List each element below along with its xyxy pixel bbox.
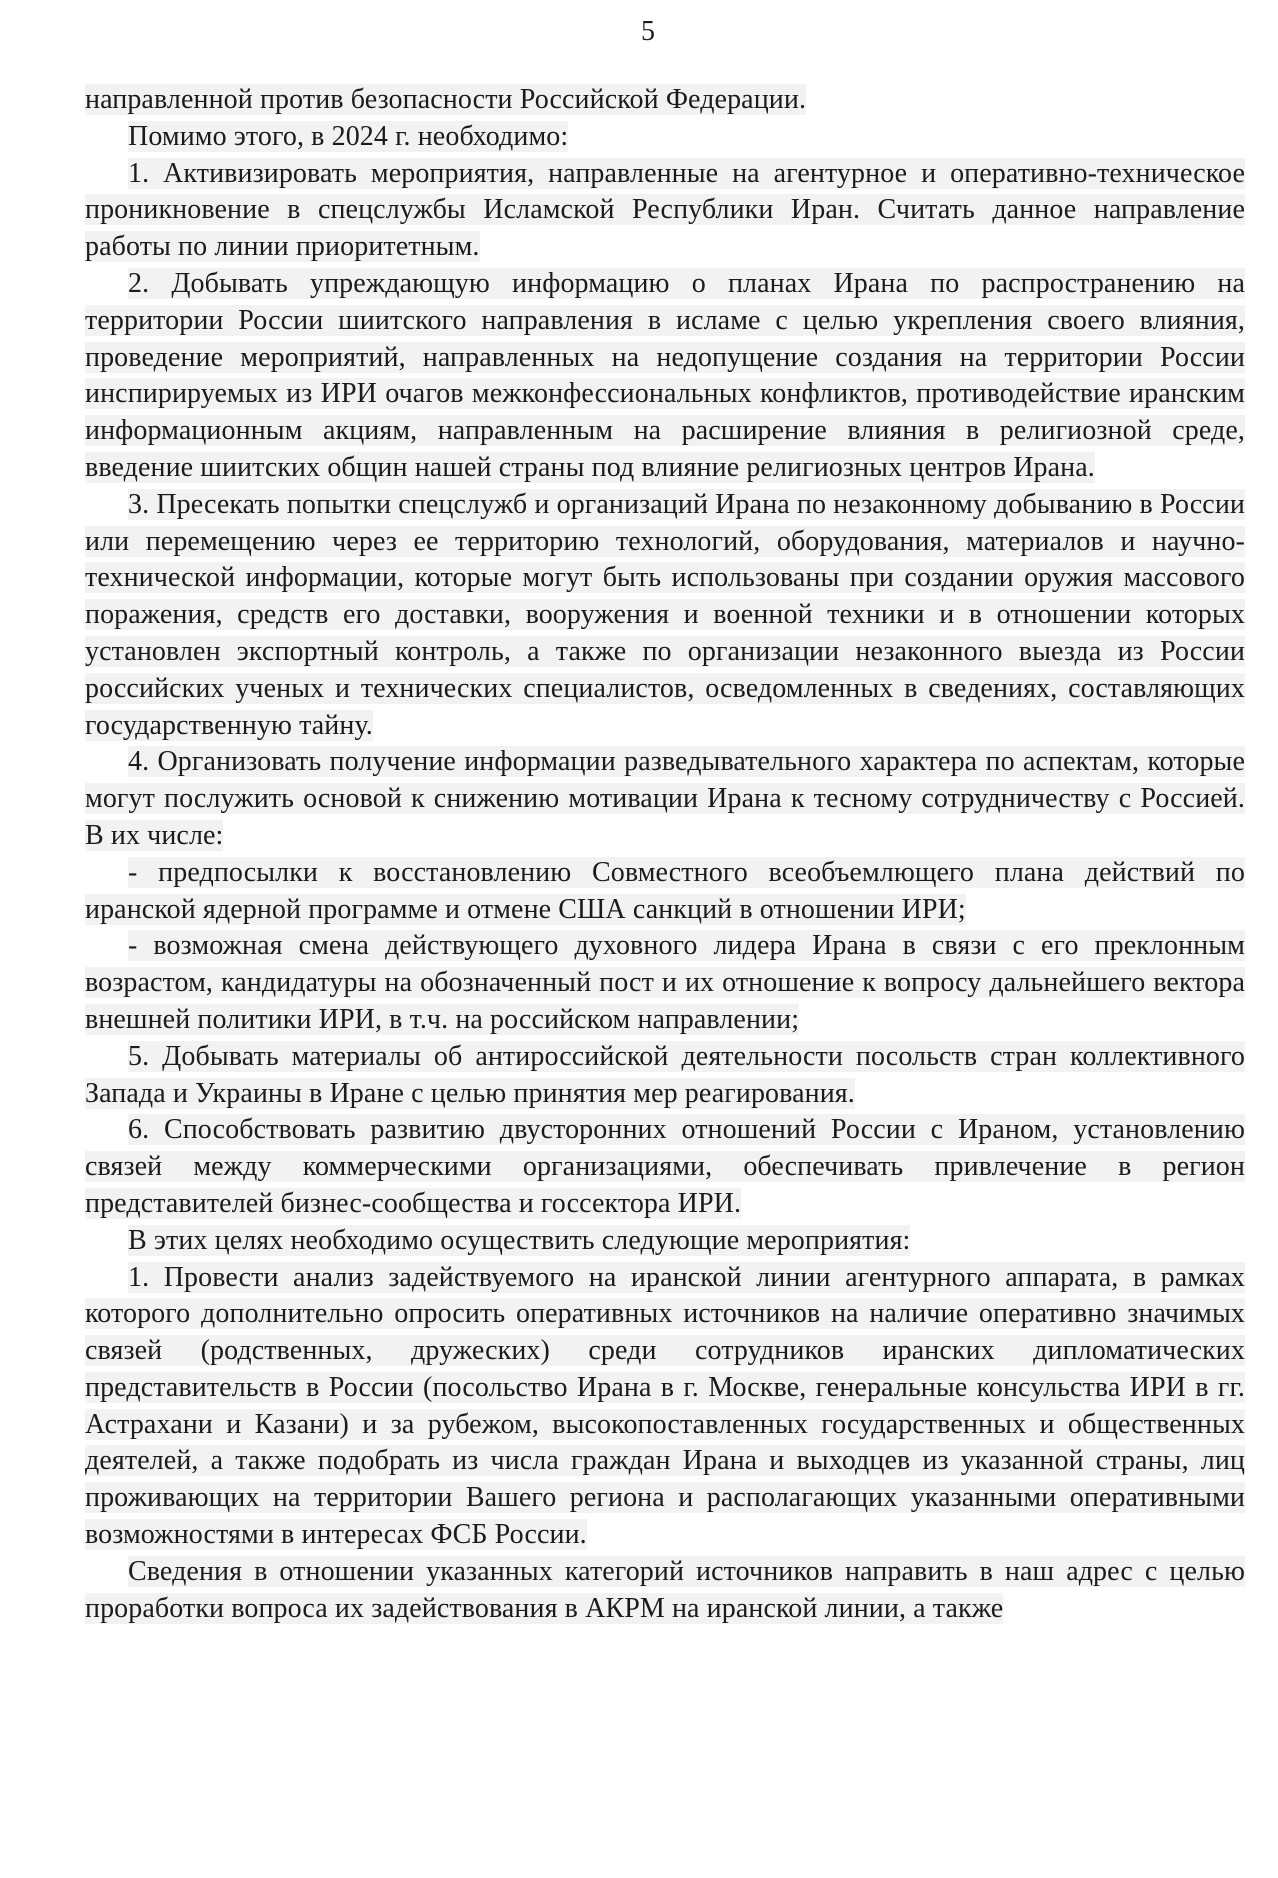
page-header bbox=[85, 13, 1245, 50]
paragraph-text: 3. Пресекать попытки спецслужб и организаций Ирана по незаконному добыванию в России или перемещению через ее территорию технологий, оборудования, материалов и научно-технической информации, которые могут быть использованы при создании оружия массового поражения, средств его доставки, вооружения и военной техники и в отношении которых установлен экспортный контроль, а также по организации незаконного выезда из России российских ученых и технических специалистов, осведомленных в сведениях, составляющих государственную тайну. bbox=[85, 488, 1245, 741]
paragraph-text: Сведения в отношении указанных категорий источников направить в наш адрес с целью проработки вопроса их задействования в АКРМ на иранской линии, а также bbox=[85, 1555, 1245, 1624]
paragraph bbox=[85, 1039, 1245, 1113]
paragraph bbox=[85, 1260, 1245, 1554]
paragraph-text: - возможная смена действующего духовного лидера Ирана в связи с его преклонным возрастом, кандидатуры на обозначенный пост и их отношение к вопросу дальнейшего вектора внешней политики ИРИ, в т.ч. на российском направлении; bbox=[85, 930, 1245, 1035]
paragraph-text: 1. Провести анализ задействуемого на иранской линии агентурного аппарата, в рамках которого дополнительно опросить оперативных источников на наличие оперативно значимых связей (родственных, дружеских) среди сотрудников иранских дипломатических представительств в России (посольство Ирана в г. Москве, генеральные консульства ИРИ в гг. Астрахани и Казани) и за рубежом, высокопоставленных государственных и общественных деятелей, а также подобрать из числа граждан Ирана и выходцев из указанной страны, лиц проживающих на территории Вашего региона и располагающих указанными оперативными возможностями в интересах ФСБ России. bbox=[85, 1261, 1245, 1551]
paragraph bbox=[85, 119, 1245, 156]
paragraph bbox=[85, 1554, 1245, 1628]
paragraph bbox=[85, 82, 1245, 119]
paragraph bbox=[85, 156, 1245, 266]
paragraph bbox=[85, 266, 1245, 487]
paragraph bbox=[85, 487, 1245, 745]
paragraph bbox=[85, 1223, 1245, 1260]
paragraph bbox=[85, 1112, 1245, 1222]
paragraph-text: 5. Добывать материалы об антироссийской деятельности посольств стран коллективного Запада и Украины в Иране с целью принятия мер реагирования. bbox=[85, 1040, 1245, 1109]
paragraph-text: 1. Активизировать мероприятия, направленные на агентурное и оперативно-техническое проникновение в спецслужбы Исламской Республики Иран. Считать данное направление работы по линии приоритетным. bbox=[85, 157, 1245, 263]
paragraph-text: направленной против безопасности Российской Федерации. bbox=[85, 84, 807, 115]
paragraph bbox=[85, 855, 1245, 929]
document-body bbox=[85, 82, 1245, 1627]
paragraph-text: 6. Способствовать развитию двусторонних отношений России с Ираном, установлению связей между коммерческими организациями, обеспечивать привлечение в регион представителей бизнес-сообщества и госсектора ИРИ. bbox=[85, 1114, 1245, 1219]
paragraph-text: 4. Организовать получение информации разведывательного характера по аспектам, которые могут послужить основой к снижению мотивации Ирана к тесному сотрудничеству с Россией. В их числе: bbox=[85, 746, 1245, 851]
paragraph-text: 2. Добывать упреждающую информацию о планах Ирана по распространению на территории России шиитского направления в исламе с целью укрепления своего влияния, проведение мероприятий, направленных на недопущение создания на территории России инспирируемых из ИРИ очагов межконфессиональных конфликтов, противодействие иранским информационным акциям, направленным на расширение влияния в религиозной среде, введение шиитских общин нашей страны под влияние религиозных центров Ирана. bbox=[85, 267, 1245, 483]
paragraph-text: - предпосылки к восстановлению Совместного всеобъемлющего плана действий по иранской ядерной программе и отмене США санкций в отношении ИРИ; bbox=[85, 856, 1245, 925]
paragraph bbox=[85, 744, 1245, 854]
paragraph-text: В этих целях необходимо осуществить следующие мероприятия: bbox=[128, 1224, 911, 1256]
page-number: 5 bbox=[641, 16, 655, 47]
paragraph bbox=[85, 928, 1245, 1038]
paragraph-text: Помимо этого, в 2024 г. необходимо: bbox=[128, 120, 569, 152]
